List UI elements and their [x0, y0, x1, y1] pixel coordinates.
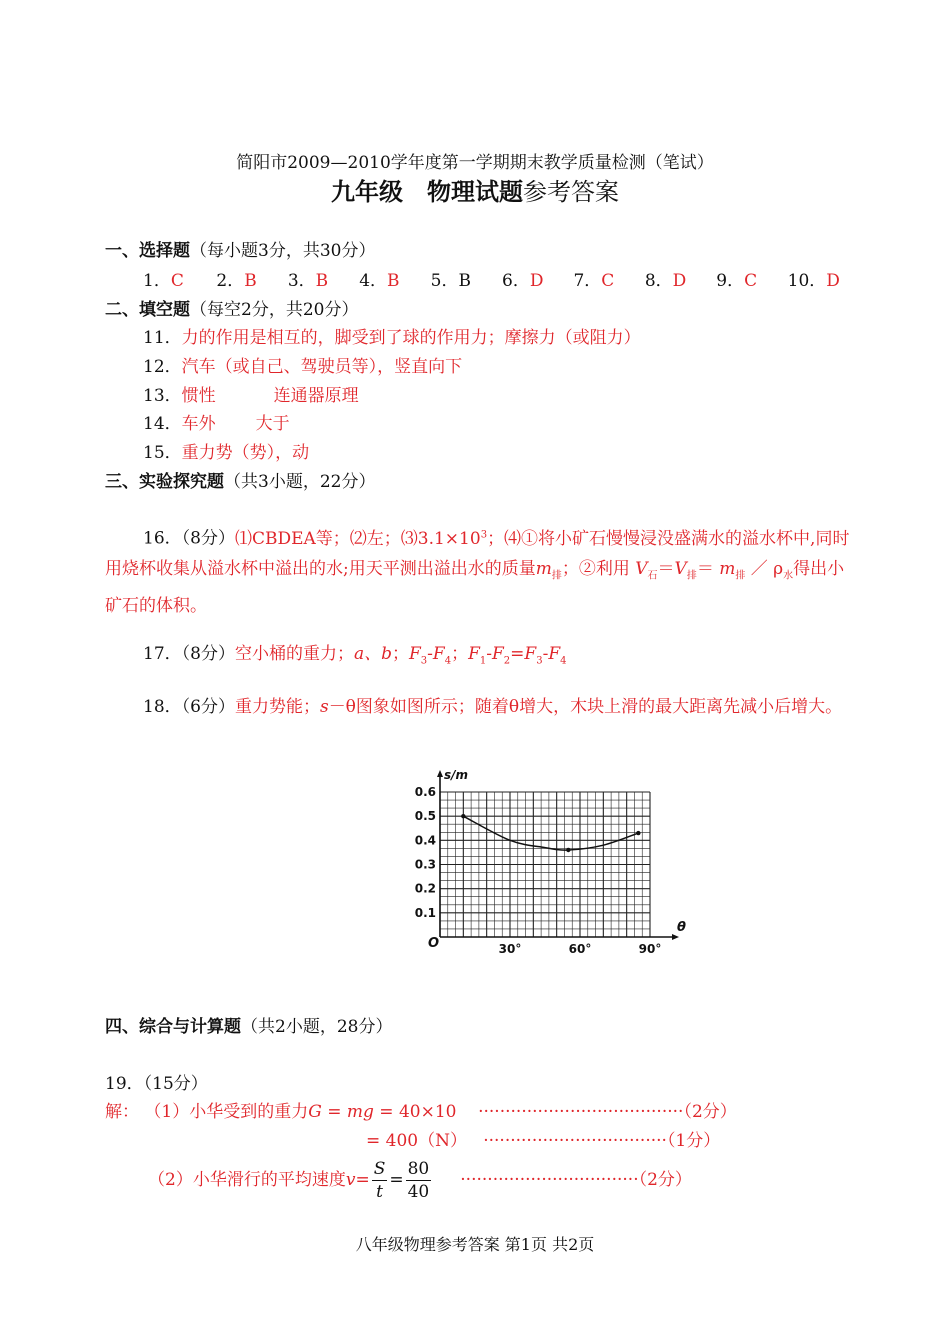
page-title — [0, 172, 950, 207]
page-footer: 八年级物理参考答案 第1页 共2页 — [355, 1235, 595, 1254]
fill-12: 12．汽车（或自己、驾驶员等），竖直向下 — [143, 357, 463, 377]
section-2-note: （每空2分，共20分） — [190, 300, 359, 320]
section-4-note: （共2小题，28分） — [241, 1017, 393, 1037]
y-axis-label: s/m — [444, 768, 469, 782]
s-theta-curve — [463, 816, 638, 850]
answer-18: 18．（6分）重力势能；s－θ图象如图所示；随着θ增大，木块上滑的最大距离先减小后增大。 — [143, 697, 843, 717]
mcq-item: 9．C — [716, 271, 758, 291]
q19-line-1: 解： （1）小华受到的重力G = mg = 40×10 ······································（2分） — [105, 1102, 737, 1122]
exam-header: 简阳市2009—2010学年度第一学期期末教学质量检测（笔试） — [236, 153, 714, 173]
answer-16: 16．（8分）⑴CBDEA等；⑵左；$⑶3.1\times 10^3$；⑷①将小矿石慢慢浸没盛满水的溢水杯中,同时用烧杯收集从溢水杯中溢出的水;用天平测出溢出水的质量$m_排$；②利用 $V_石=V_排= m_排$ ／ $\rho_水$得出小矿石的体积。 — [105, 528, 850, 617]
section-2-heading — [105, 295, 358, 320]
y-tick-label: 0.6 — [414, 785, 436, 799]
s-theta-chart — [405, 765, 690, 955]
q19-line-2: = 400（N） ··································（1分） — [366, 1131, 721, 1151]
y-axis-arrow — [437, 770, 443, 777]
mcq-item: 2．B — [216, 271, 257, 291]
section-3-note: （共3小题，22分） — [224, 472, 376, 492]
data-point — [566, 848, 570, 852]
mcq-item: 1．C — [143, 271, 184, 291]
x-axis-label: θ — [677, 920, 686, 935]
q19-heading: 19．（15分） — [105, 1074, 208, 1094]
mcq-item: 10．D — [787, 271, 840, 291]
page-title-rest: 参考答案 — [523, 178, 619, 206]
x-tick-label: 30° — [498, 942, 522, 955]
mcq-item: 6．D — [502, 271, 544, 291]
section-1-title: 一、选择题 — [105, 241, 190, 261]
answer-17: 17．（8分）空小桶的重力；a、b；$F_3-F_4$；$F_1-F_2=F_3-F_4$ — [143, 644, 567, 667]
section-2-title: 二、填空题 — [105, 300, 190, 320]
mcq-item: 8．D — [644, 271, 687, 291]
y-tick-label: 0.2 — [414, 881, 436, 896]
y-tick-label: 0.1 — [414, 905, 436, 920]
section-1-heading — [105, 236, 375, 261]
mcq-item: 5．B — [430, 271, 471, 291]
y-tick-label: 0.3 — [414, 857, 436, 872]
mcq-item: 7．C — [573, 271, 615, 291]
fill-13: 13．惯性 连通器原理 — [143, 386, 359, 406]
mcq-answers — [143, 266, 848, 291]
fraction-s-over-t: $\frac{S}{t}$ — [373, 1159, 386, 1202]
y-tick-label: 0.5 — [414, 809, 436, 824]
origin-label: O — [428, 936, 440, 951]
mcq-item: 3．B — [287, 271, 329, 291]
section-3-title: 三、实验探究题 — [105, 472, 224, 492]
data-point — [461, 814, 465, 818]
section-1-note: （每小题3分，共30分） — [190, 241, 376, 261]
fill-15: 15．重力势（势），动 — [143, 443, 310, 463]
fraction-80-over-40: $\frac{80}{40}$ — [407, 1159, 430, 1202]
section-4-heading — [105, 1012, 392, 1037]
section-3-heading — [105, 467, 375, 492]
fill-14: 14．车外 大于 — [143, 414, 290, 434]
mcq-item: 4．B — [359, 271, 400, 291]
y-tick-label: 0.4 — [414, 833, 436, 848]
x-tick-label: 90° — [638, 942, 662, 955]
fill-11: 11．力的作用是相互的，脚受到了球的作用力；摩擦力（或阻力） — [143, 328, 641, 348]
section-4-title: 四、综合与计算题 — [105, 1017, 241, 1037]
page-title-bold: 九年级 物理试题 — [331, 177, 523, 206]
data-point — [636, 831, 640, 835]
q19-line-3: （2）小华滑行的平均速度v= $\frac{S}{t}$ = $\frac{80}{40}$ ·································（2分） — [148, 1159, 692, 1202]
x-tick-label: 60° — [568, 942, 592, 955]
